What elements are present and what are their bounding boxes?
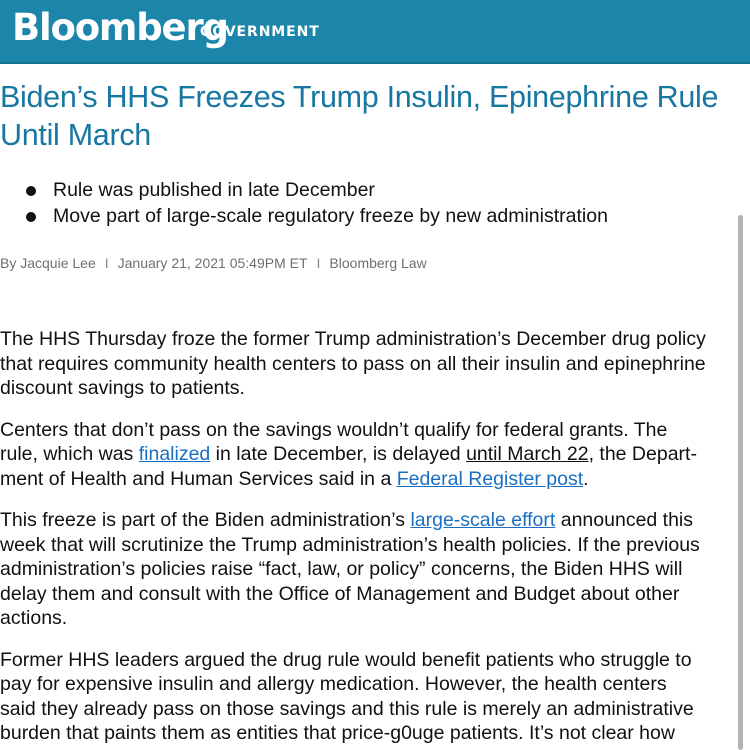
summary-bullets [0, 178, 608, 229]
text-line [0, 442, 750, 467]
text-line: week that will scrutinize the Trump administration’s health policies. If the previous [0, 533, 700, 556]
text-line [0, 508, 750, 533]
headline-line-1: Biden’s HHS Freezes Trump Insulin, Epinephrine Rule [0, 80, 719, 114]
text-line: burden that paints them as entities that price-g0uge patients. It’s not clear how [0, 722, 675, 744]
text-segment: announced this [555, 509, 694, 531]
source: Bloomberg Law [329, 255, 427, 271]
section-name[interactable]: GOVERNMENT [200, 24, 320, 40]
bullet-dot-icon [26, 212, 36, 222]
bullet-dot-icon [26, 186, 36, 196]
text-line: The HHS Thursday froze the former Trump administration’s December drug policy [0, 328, 706, 350]
text-line: pay for expensive insulin and allergy medication. However, the health centers [0, 673, 667, 695]
text-segment: in late December, is delayed [210, 443, 467, 465]
text-segment: This freeze is part of the Biden administration’s [0, 509, 411, 531]
text-line: Former HHS leaders argued the drug rule would benefit patients who struggle to [0, 648, 692, 671]
text-segment: rule, which was [0, 443, 139, 465]
byline-separator: I [316, 255, 321, 271]
publish-date: January 21, 2021 05:49PM ET [117, 255, 308, 271]
date-underlined: until March 22 [466, 443, 589, 465]
federal-register-post-link[interactable]: Federal Register post [396, 467, 584, 490]
article-headline [0, 78, 750, 154]
text-segment: , the Depart- [588, 443, 697, 465]
byline-separator: I [104, 255, 109, 271]
text-line: actions. [0, 607, 68, 629]
text-line [0, 467, 750, 492]
bloomberg-logo[interactable]: Bloomberg [12, 6, 228, 49]
text-line: discount savings to patients. [0, 377, 245, 399]
summary-bullet [0, 204, 608, 230]
paragraph-2 [0, 418, 750, 492]
headline-line-2: Until March [0, 118, 151, 152]
article-body [0, 327, 750, 750]
summary-bullet [0, 178, 608, 204]
paragraph-4 [0, 648, 750, 746]
paragraph-1 [0, 327, 750, 401]
bullet-text: Move part of large-scale regulatory freeze by new administration [53, 204, 608, 227]
text-line: said they already pass on those savings and this rule is merely an administrative [0, 697, 694, 720]
paragraph-3 [0, 508, 750, 631]
bullet-text: Rule was published in late December [53, 179, 375, 201]
text-line: administration’s policies raise “fact, law, or policy” concerns, the Biden HHS will [0, 558, 683, 580]
large-scale-effort-link[interactable]: large-scale effort [410, 509, 556, 531]
byline [0, 254, 427, 272]
site-header [0, 0, 750, 64]
scrollbar[interactable] [738, 215, 743, 750]
text-line: that requires community health centers to pass on all their insulin and epinephrine [0, 352, 706, 375]
text-line: Centers that don’t pass on the savings wouldn’t qualify for federal grants. The [0, 418, 668, 441]
finalized-link[interactable]: finalized [138, 443, 211, 465]
text-line: delay them and consult with the Office of Management and Budget about other [0, 582, 680, 605]
author: By Jacquie Lee [0, 255, 96, 271]
text-segment: ment of Health and Human Services said in a [0, 467, 397, 490]
text-segment: . [583, 467, 589, 490]
